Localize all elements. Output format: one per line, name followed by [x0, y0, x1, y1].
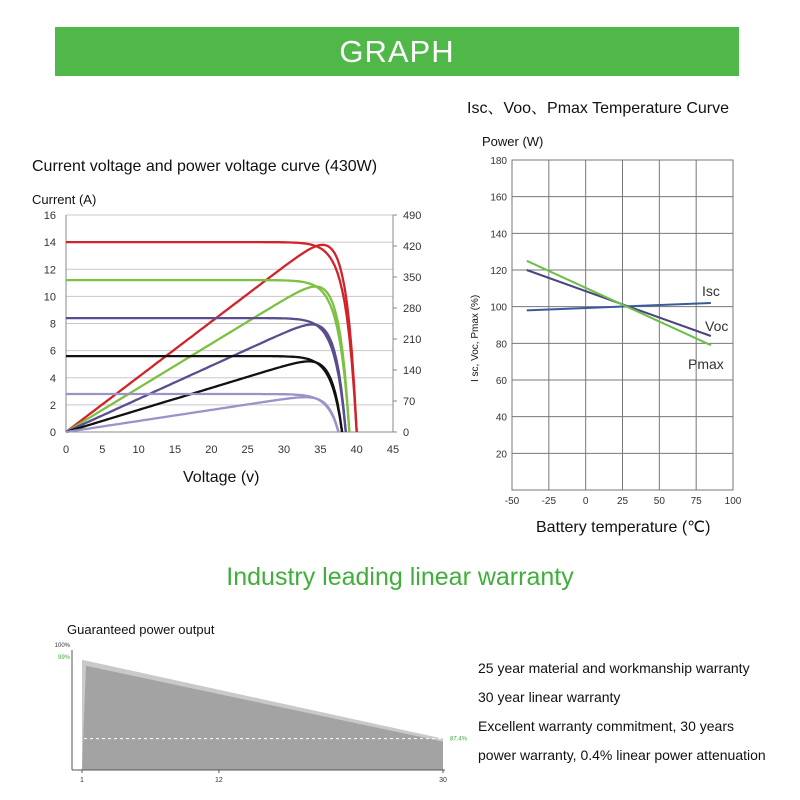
iv-y2tick-label: 490 [403, 210, 422, 222]
iv-y2tick-label: 70 [403, 396, 416, 408]
temp-chart-xlabel: Battery temperature (℃) [536, 519, 711, 536]
iv-xtick-label: 35 [314, 444, 327, 456]
warranty-line: power warranty, 0.4% linear power attenuation [478, 747, 766, 763]
iv-xtick-label: 30 [277, 444, 291, 456]
banner-title: GRAPH [339, 33, 455, 69]
iv-ytick-label: 14 [43, 237, 56, 250]
iv-xtick-label: 20 [205, 444, 218, 456]
temp-xtick-label: 100 [724, 496, 742, 507]
temp-xtick-label: 50 [653, 496, 665, 507]
iv-ytick-label: 2 [49, 399, 56, 412]
iv-chart-title: Current voltage and power voltage curve (430W) [32, 158, 378, 175]
warranty-xtick-label: 30 [439, 777, 447, 784]
warranty-line: 30 year linear warranty [478, 689, 621, 705]
iv-chart-ylabel: Current (A) [32, 192, 97, 207]
iv-xtick-label: 45 [386, 444, 400, 456]
temp-chart-title: Isc、Voo、Pmax Temperature Curve [467, 100, 730, 117]
iv-ytick-label: 16 [43, 210, 56, 222]
iv-xtick-label: 5 [99, 444, 106, 456]
iv-y2tick-label: 350 [403, 272, 422, 284]
warranty-xtick-label: 1 [80, 777, 84, 784]
warranty-end-label: 87.4% [450, 736, 468, 743]
temp-xtick-label: 0 [582, 496, 589, 507]
temp-ytick-label: 180 [490, 156, 507, 167]
iv-ytick-label: 6 [49, 345, 56, 358]
iv-xtick-label: 15 [168, 444, 182, 456]
temp-ytick-label: 160 [490, 192, 507, 204]
temp-series-line [527, 261, 711, 345]
warranty-area [82, 666, 443, 770]
iv-ytick-label: 12 [43, 264, 56, 277]
iv-chart-xlabel: Voltage (v) [183, 469, 260, 486]
warranty-ytick-label: 100% [54, 643, 70, 649]
warranty-chart-title: Guaranteed power output [67, 622, 215, 637]
temp-xtick-label: 75 [690, 496, 702, 507]
warranty-title: Industry leading linear warranty [226, 563, 574, 591]
temp-ytick-label: 80 [495, 339, 507, 351]
iv-xtick-label: 10 [132, 444, 145, 456]
temp-xtick-label: -50 [504, 496, 520, 507]
temp-ytick-label: 20 [495, 449, 507, 461]
temp-chart-ylabel2: I sc, Voc, Pmax (%) [470, 294, 481, 382]
iv-y2tick-label: 0 [403, 427, 410, 439]
temp-ytick-label: 120 [490, 266, 507, 277]
iv-ytick-label: 8 [49, 318, 56, 331]
iv-xtick-label: 25 [241, 444, 254, 456]
temp-series-label: Voc [705, 318, 729, 334]
temp-ytick-label: 60 [495, 376, 507, 387]
temp-series-label: Pmax [688, 356, 724, 372]
iv-curve [66, 242, 357, 432]
warranty-line: 25 year material and workmanship warranty [478, 660, 750, 676]
iv-curve [66, 318, 346, 432]
warranty-xtick-label: 12 [215, 777, 223, 784]
iv-ytick-label: 4 [49, 372, 56, 385]
temp-chart-ylabel: Power (W) [482, 134, 544, 149]
temp-ytick-label: 100 [490, 302, 507, 314]
temp-xtick-label: -25 [541, 496, 557, 507]
pv-curve [66, 245, 357, 432]
iv-ytick-label: 10 [43, 291, 56, 304]
temp-xtick-label: 25 [616, 496, 629, 507]
iv-y2tick-label: 140 [403, 365, 422, 377]
iv-xtick-label: 0 [62, 444, 70, 456]
iv-ytick-label: 0 [49, 427, 56, 439]
iv-y2tick-label: 420 [403, 241, 422, 253]
iv-xtick-label: 40 [350, 444, 363, 456]
temp-series-label: Isc [702, 283, 720, 299]
iv-y2tick-label: 210 [403, 334, 422, 346]
iv-y2tick-label: 280 [403, 303, 422, 315]
temp-ytick-label: 140 [490, 229, 507, 241]
warranty-start-label: 99% [57, 655, 70, 661]
warranty-line: Excellent warranty commitment, 30 years [478, 718, 734, 734]
temp-ytick-label: 40 [495, 412, 507, 424]
